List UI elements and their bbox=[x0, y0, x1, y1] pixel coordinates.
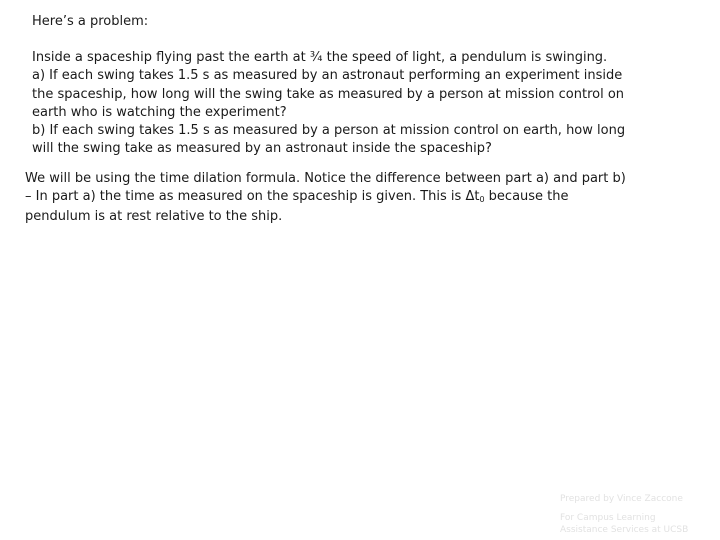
problem-line: earth who is watching the experiment? bbox=[32, 104, 287, 120]
credits-author: Prepared by Vince Zaccone bbox=[560, 494, 683, 504]
problem-line: a) If each swing takes 1.5 s as measured by an astronaut performing an experiment inside bbox=[32, 68, 623, 84]
solution-line-2 bbox=[25, 188, 705, 209]
problem-line: b) If each swing takes 1.5 s as measured by a person at mission control on earth, how long bbox=[32, 123, 626, 139]
credits-org-line-2: Assistance Services at UCSB bbox=[560, 525, 689, 535]
problem-statement bbox=[32, 49, 702, 159]
solution-line-2-suffix: because the bbox=[484, 188, 569, 204]
credits-org-line-1: For Campus Learning bbox=[560, 512, 656, 523]
solution-line-1: We will be using the time dilation formula. Notice the difference between part a) and part b) bbox=[25, 171, 626, 186]
solution-line-3: pendulum is at rest relative to the ship. bbox=[25, 209, 283, 224]
problem-line: the spaceship, how long will the swing take as measured by a person at mission control on bbox=[32, 86, 625, 102]
delta-t-subscript: 0 bbox=[479, 194, 485, 204]
credits bbox=[560, 493, 688, 537]
solution-text bbox=[25, 170, 705, 226]
intro-text: Here’s a problem: bbox=[32, 14, 149, 29]
problem-line: will the swing take as measured by an astronaut inside the spaceship? bbox=[32, 141, 492, 157]
solution-line-2-prefix: – In part a) the time as measured on the spaceship is given. This is Δt bbox=[25, 188, 480, 204]
problem-line: Inside a spaceship flying past the earth at ¾ the speed of light, a pendulum is swinging. bbox=[32, 50, 608, 65]
